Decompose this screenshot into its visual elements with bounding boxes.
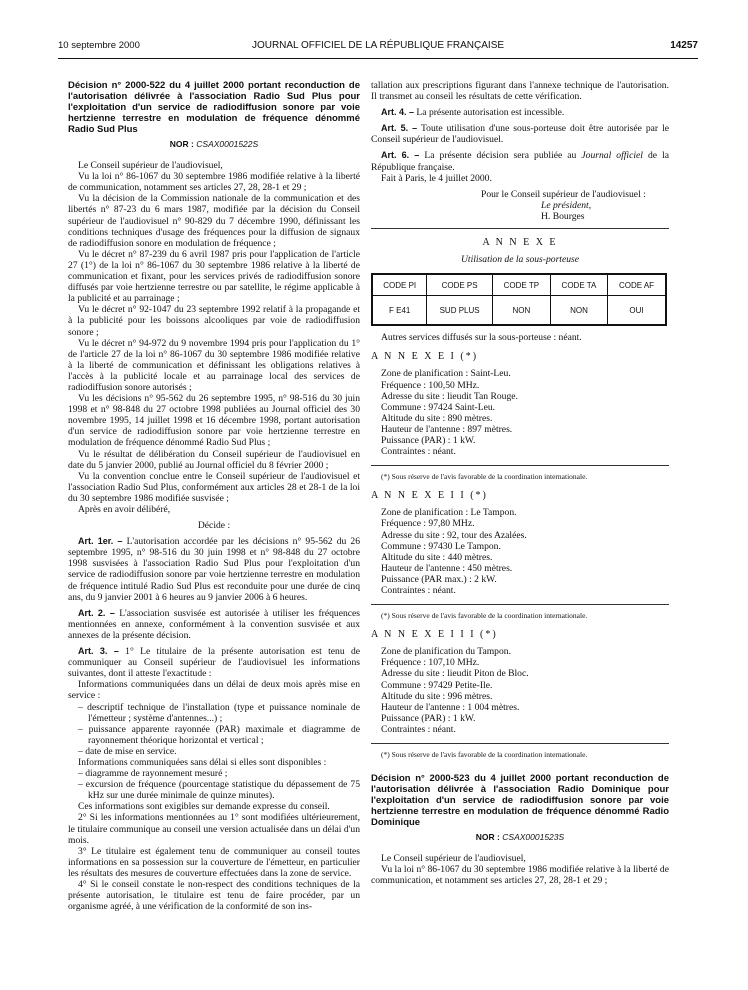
nor-reference bbox=[68, 139, 360, 150]
annexe-line: Adresse du site : 92, tour des Azalées. bbox=[381, 529, 527, 541]
annexe-line: Hauteur de l'antenne : 897 mètres. bbox=[381, 423, 513, 435]
article-4 bbox=[371, 107, 669, 118]
annexe-line: Zone de planification : Saint-Leu. bbox=[381, 368, 511, 380]
annexe-line: Altitude du site : 440 mètres. bbox=[381, 551, 493, 563]
table-cell: NON bbox=[492, 296, 550, 326]
header-rule bbox=[58, 58, 698, 59]
vu-paragraph: Vu le décret n° 94-972 du 9 novembre 1994 pris pour l'application du 1° de l'article 27 de la loi n° 86-1067 du 30 septembre 1986 modifiée relative à la liberté de communication et définissant les obligations relatives à l'accès à la publicité locale et au parrainage local des services de radiodiffusion sonore autorisés ; bbox=[68, 337, 360, 393]
annexe-line: Altitude du site : 996 mètres. bbox=[381, 690, 493, 702]
annexe-line: Contraintes : néant. bbox=[381, 446, 456, 458]
list-item: – date de mise en service. bbox=[78, 745, 177, 757]
article-5 bbox=[371, 123, 669, 145]
annexe-1 bbox=[371, 351, 669, 482]
signature-role: Le président, bbox=[541, 199, 592, 211]
header-journal-title: JOURNAL OFFICIEL DE LA RÉPUBLIQUE FRANÇAISE bbox=[251, 40, 505, 51]
paragraph: 4° Si le conseil constate le non-respect des conditions techniques de la présente autorisation, le titulaire est tenu de faire procéder, par un organisme agréé, à une vérification de la conformité de son ins- bbox=[68, 879, 360, 913]
annexe-line: Adresse du site : lieudit Tan Rouge. bbox=[381, 390, 518, 402]
table-header-cell: CODE PI bbox=[372, 274, 427, 296]
article-label: Art. 2. – bbox=[78, 607, 115, 618]
article-text: Toute utilisation d'une sous-porteuse doit être autorisée par le Conseil supérieur de l'audiovisuel. bbox=[371, 123, 669, 146]
paragraph: 3° Le titulaire est également tenu de communiquer au conseil toutes informations en sa possession sur la couverture de l'émetteur, en particulier les résultats des mesures de couverture effectuées dans la zone de service. bbox=[68, 845, 360, 879]
annexe-line: Zone de planification du Tampon. bbox=[381, 646, 511, 658]
vu-paragraph: Vu le résultat de délibération du Conseil supérieur de l'audiovisuel en date du 5 janvier 2000, publié au Journal officiel du 8 février 2000 ; bbox=[68, 448, 360, 471]
table-header-cell: CODE TA bbox=[550, 274, 607, 296]
annexe-line: Zone de planification : Le Tampon. bbox=[381, 507, 517, 519]
subcarrier-table bbox=[371, 273, 667, 326]
signature-for: Pour le Conseil supérieur de l'audiovisuel : bbox=[481, 188, 646, 200]
footnote: (*) Sous réserve de l'avis favorable de la coordination internationale. bbox=[371, 604, 669, 621]
annexe-line: Puissance (PAR) : 1 kW. bbox=[381, 712, 476, 724]
table-cell: F E41 bbox=[372, 296, 427, 326]
journal-officiel-ref: Journal officiel bbox=[581, 150, 643, 162]
signature-name: H. Bourges bbox=[541, 210, 585, 222]
page-header bbox=[58, 40, 698, 56]
list-item: – excursion de fréquence (pourcentage statistique du dépassement de 75 kHz sur une durée minimale de quinze minutes). bbox=[78, 779, 360, 802]
footnote: (*) Sous réserve de l'avis favorable de la coordination internationale. bbox=[371, 743, 669, 760]
article-label: Art. 5. – bbox=[381, 123, 418, 134]
table-header-cell: CODE PS bbox=[427, 274, 492, 296]
vu-paragraph: Vu le décret n° 92-1047 du 23 septembre 1992 relatif à la propagande et à la publicité pour les boissons alcooliques par voie de radiodiffusion sonore ; bbox=[68, 304, 360, 338]
annexe-line: Commune : 97424 Saint-Leu. bbox=[381, 401, 496, 413]
info-delay-text: Informations communiquées dans un délai de deux mois après mise en service : bbox=[68, 679, 360, 702]
intro-text: Le Conseil supérieur de l'audiovisuel, bbox=[78, 160, 223, 172]
paragraph: 2° Si les informations mentionnées au 1° sont modifiées ultérieurement, le titulaire communique au conseil une version actualisée dans un délai d'un mois. bbox=[68, 812, 360, 846]
vu-paragraph: Vu la loi n° 86-1067 du 30 septembre 1986 modifiée relative à la liberté de communication, notamment ses articles 27, 28, 28-1 et 29 ; bbox=[68, 171, 360, 194]
annexe-line: Altitude du site : 890 mètres. bbox=[381, 412, 493, 424]
intro-text: Le Conseil supérieur de l'audiovisuel, bbox=[381, 853, 526, 865]
table-header-cell: CODE AF bbox=[608, 274, 666, 296]
nor-label: NOR : bbox=[169, 139, 194, 149]
vu-paragraph: Après en avoir délibéré, bbox=[78, 504, 171, 515]
annexe-line: Fréquence : 107,10 MHz. bbox=[381, 657, 480, 669]
article-label: Art. 1er. – bbox=[78, 536, 123, 547]
article-label: Art. 3. – bbox=[78, 646, 119, 657]
article-text: de la République française. bbox=[371, 150, 669, 173]
footnote: (*) Sous réserve de l'avis favorable de la coordination internationale. bbox=[371, 465, 669, 482]
header-page-number: 14257 bbox=[670, 40, 698, 51]
autres-services: Autres services diffusés sur la sous-porteuse : néant. bbox=[381, 332, 582, 344]
annexe-line: Contraintes : néant. bbox=[381, 585, 456, 596]
annexe-line: Contraintes : néant. bbox=[381, 723, 456, 735]
annexe-line: Commune : 97429 Petite-Ile. bbox=[381, 679, 493, 691]
left-column bbox=[68, 80, 360, 912]
vu-paragraph: Vu la décision de la Commission nationale de la communication et des libertés n° 87-23 du 6 mars 1987, modifiée par la décision du Conseil supérieur de l'audiovisuel n° 90-829 du 7 décembre 1990, définissant les conditions techniques d'usage des fréquences pour la diffusion de signaux de radiodiffusion sonore en modulation de fréquence ; bbox=[68, 193, 360, 249]
annexe-title: A N N E X E I I I (*) bbox=[371, 629, 498, 641]
annexe-line: Fréquence : 97,80 MHz. bbox=[381, 518, 475, 530]
list-item: – puissance apparente rayonnée (PAR) maximale et diagramme de rayonnement théorique horizontal et vertical ; bbox=[78, 723, 360, 746]
article-text: La présente décision sera publiée au bbox=[424, 150, 582, 162]
article-1 bbox=[68, 536, 360, 603]
list-item: – diagramme de rayonnement mesuré ; bbox=[78, 768, 228, 780]
article-6 bbox=[371, 150, 669, 172]
annexe-line: Puissance (PAR) : 1 kW. bbox=[381, 434, 476, 446]
signature-date: Fait à Paris, le 4 juillet 2000. bbox=[381, 172, 492, 184]
article-3 bbox=[68, 646, 360, 679]
decision-title: Décision n° 2000-522 du 4 juillet 2000 portant reconduction de l'autorisation délivrée à l'association Radio Sud Plus pour l'exploitation d'un service de radiodiffusion sonore par voie hertzienne terrestre en modulation de fréquence dénommé Radio Sud Plus bbox=[68, 80, 360, 135]
annexe-2 bbox=[371, 490, 669, 621]
nor-reference bbox=[371, 832, 669, 843]
table-cell: SUD PLUS bbox=[427, 296, 492, 326]
header-date: 10 septembre 2000 bbox=[58, 40, 140, 51]
annexe-title: A N N E X E I I (*) bbox=[371, 490, 488, 502]
table-header-cell: CODE TP bbox=[492, 274, 550, 296]
annexe-3 bbox=[371, 629, 669, 760]
continued-paragraph: tallation aux prescriptions figurant dans l'annexe technique de l'autorisation. Il transmet au conseil les résultats de cette vérification. bbox=[371, 80, 669, 103]
nor-code: CSAX0001522S bbox=[196, 139, 259, 149]
annexe-subtitle: Utilisation de la sous-porteuse bbox=[460, 254, 580, 266]
paragraph: Ces informations sont exigibles sur demande expresse du conseil. bbox=[78, 801, 330, 813]
article-text: L'autorisation accordée par les décisions n° 95-562 du 26 septembre 1995, n° 98-516 du 30 juin 1998 et n° 98-848 du 27 octobre 1998 susvisées à l'association Radio Sud Plus pour l'exploitation d'un service de radiodiffusion sonore par voie hertzienne terrestre en modulation de fréquence intitulé Radio Sud Plus est reconduite pour une durée de cinq ans, du 9 janvier 2001 à 6 heures au 9 janvier 2006 à 6 heures. bbox=[68, 536, 360, 603]
table-header-row bbox=[372, 274, 666, 296]
nor-code: CSAX0001523S bbox=[502, 832, 565, 843]
article-2 bbox=[68, 608, 360, 641]
vu-paragraph: Vu le décret n° 87-239 du 6 avril 1987 pris pour l'application de l'article 27 (1°) de la loi n° 86-1067 du 30 septembre 1986 relative à la liberté de communication et fixant, pour les services privés de radiodiffusion sonore diffusés par voie hertzienne terrestre ou par satellite, le régime applicable à la publicité et au parrainage ; bbox=[68, 248, 360, 305]
vu-paragraph: Vu les décisions n° 95-562 du 26 septembre 1995, n° 98-516 du 30 juin 1998 et n° 98-848 du 27 octobre 1998 publiées au Journal officiel des 30 novembre 1995, 14 juillet 1998 et 16 décembre 1998, portant autorisation d'un service de radiodiffusion sonore par voie hertzienne terrestre en modulation de fréquence dénommé Radio Sud Plus ; bbox=[68, 393, 360, 449]
article-label: Art. 6. – bbox=[381, 150, 420, 161]
nor-label: NOR : bbox=[475, 832, 500, 843]
divider bbox=[371, 228, 669, 229]
annexe-line: Hauteur de l'antenne : 450 mètres. bbox=[381, 562, 513, 574]
article-label: Art. 4. – bbox=[381, 107, 415, 118]
table-cell: OUI bbox=[608, 296, 666, 326]
article-text: L'association susvisée est autorisée à utiliser les fréquences mentionnées en annexe, conformément à la convention susvisée et aux annexes de la présente décision. bbox=[68, 607, 361, 641]
annexe-line: Fréquence : 100,50 MHz. bbox=[381, 379, 480, 391]
vu-paragraph: Vu la convention conclue entre le Conseil supérieur de l'audiovisuel et l'association Radio Sud Plus, conformément aux articles 28 et 28-1 de la loi du 30 septembre 1986 modifiée susvisée ; bbox=[68, 470, 360, 504]
annexe-line: Adresse du site : lieudit Piton de Bloc. bbox=[381, 668, 529, 680]
table-row bbox=[372, 296, 666, 326]
right-column bbox=[371, 80, 669, 887]
vu-paragraph: Vu la loi n° 86-1067 du 30 septembre 1986 modifiée relative à la liberté de communication, et notamment ses articles 27, 28, 28-1 et 29 ; bbox=[371, 864, 669, 887]
decision-title: Décision n° 2000-523 du 4 juillet 2000 portant reconduction de l'autorisation délivrée à l'association Radio Dominique pour l'exploitation d'un service de radiodiffusion sonore par voie hertzienne terrestre en modulation de fréquence dénommé Radio Dominique bbox=[371, 773, 669, 829]
signature-block bbox=[481, 189, 669, 222]
decide-heading: Décide : bbox=[197, 520, 231, 532]
list-item: – descriptif technique de l'installation (type et puissance nominale de l'émetteur ; système d'antennes...) ; bbox=[78, 701, 360, 724]
annexe-line: Hauteur de l'antenne : 1 004 mètres. bbox=[381, 701, 520, 713]
annexe-line: Puissance (PAR max.) : 2 kW. bbox=[381, 573, 497, 585]
table-cell: NON bbox=[550, 296, 607, 326]
article-text: 1° Le titulaire de la présente autorisation est tenu de communiquer au Conseil supérieur de l'audiovisuel les informations suivantes, dont il atteste l'exactitude : bbox=[68, 646, 360, 680]
info-nodelay-text: Informations communiquées sans délai si elles sont disponibles : bbox=[78, 756, 327, 768]
annexe-line: Commune : 97430 Le Tampon. bbox=[381, 540, 501, 552]
annexe-title: A N N E X E bbox=[482, 237, 558, 249]
article-text: La présente autorisation est incessible. bbox=[416, 107, 565, 119]
annexe-title: A N N E X E I (*) bbox=[371, 351, 479, 363]
